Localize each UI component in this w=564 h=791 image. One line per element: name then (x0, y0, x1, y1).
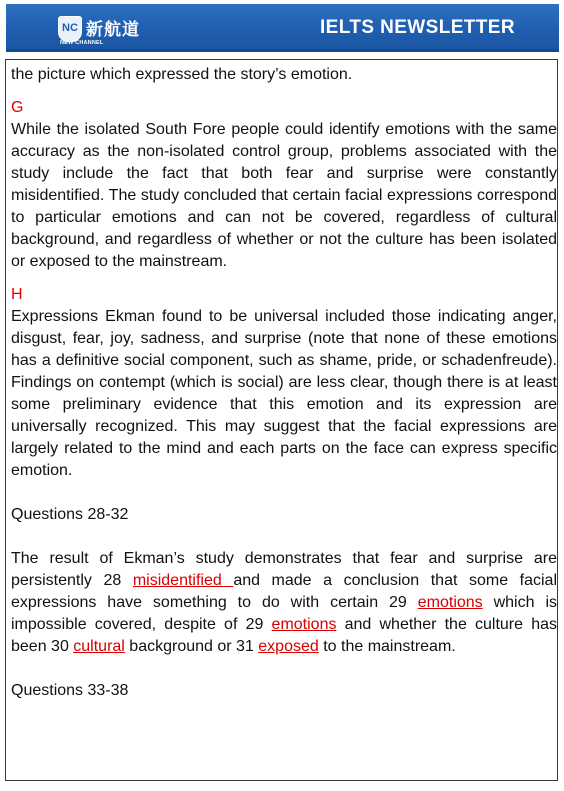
new-channel-logo (58, 16, 176, 46)
summary-text: background or 31 (124, 638, 259, 655)
summary-text: and made a conclusion that some facial expressions have something to do with certain 29 (11, 572, 558, 611)
questions-33-38-heading: Questions 33-38 (11, 682, 129, 699)
paragraph-h: Expressions Ekman found to be universal included those indicating anger, disgust, fear, joy, sadness, and surprise (note that none of these emotions has a definitive social component, such as shame, pride, or schadenfreude). Findings on contempt (which is social) are less clear, though there is at least some preliminary evidence that this emotion and its expression are universally recognized. This may suggest that the facial expressions are largely related to the mind and each parts on the face can express specific emotion. (11, 308, 557, 479)
logo-english-name: NEW CHANNEL (60, 40, 104, 46)
answer-29: emotions (417, 594, 483, 611)
answer-29-repeat: emotions (271, 616, 337, 633)
header-divider (6, 49, 559, 52)
paragraph-g: While the isolated South Fore people could identify emotions with the same accuracy as the non-isolated control group, problems associated with the study include the fact that both fear and surprise were constantly misidentified. The study concluded that certain facial expressions correspond to particular emotions and can not be covered, regardless of cultural background, and regardless of whether or not the culture has been isolated or exposed to the mainstream. (11, 121, 557, 270)
newsletter-header (6, 4, 559, 49)
summary-text: The result of Ekman’s study demonstrates that fear and surprise are persistently 28 (11, 550, 557, 589)
questions-28-32-heading: Questions 28-32 (11, 506, 129, 523)
paragraph-label-g: G (11, 99, 24, 116)
intro-line: the picture which expressed the story’s emotion. (11, 66, 353, 83)
paragraph-label-h: H (11, 286, 23, 303)
summary-text: which is impossible covered, despite of 29 (11, 594, 557, 633)
logo-badge-icon: NC (58, 16, 82, 42)
summary-paragraph (11, 548, 557, 658)
answer-31: exposed (258, 638, 319, 655)
article-body (11, 64, 557, 702)
answer-30: cultural (73, 638, 125, 655)
newsletter-title: IELTS NEWSLETTER (320, 17, 515, 38)
logo-chinese-name: 新航道 (86, 20, 140, 40)
summary-text: to the mainstream. (318, 638, 456, 655)
answer-28: misidentified (132, 572, 234, 589)
summary-text: and whether the culture has been 30 (11, 616, 558, 655)
